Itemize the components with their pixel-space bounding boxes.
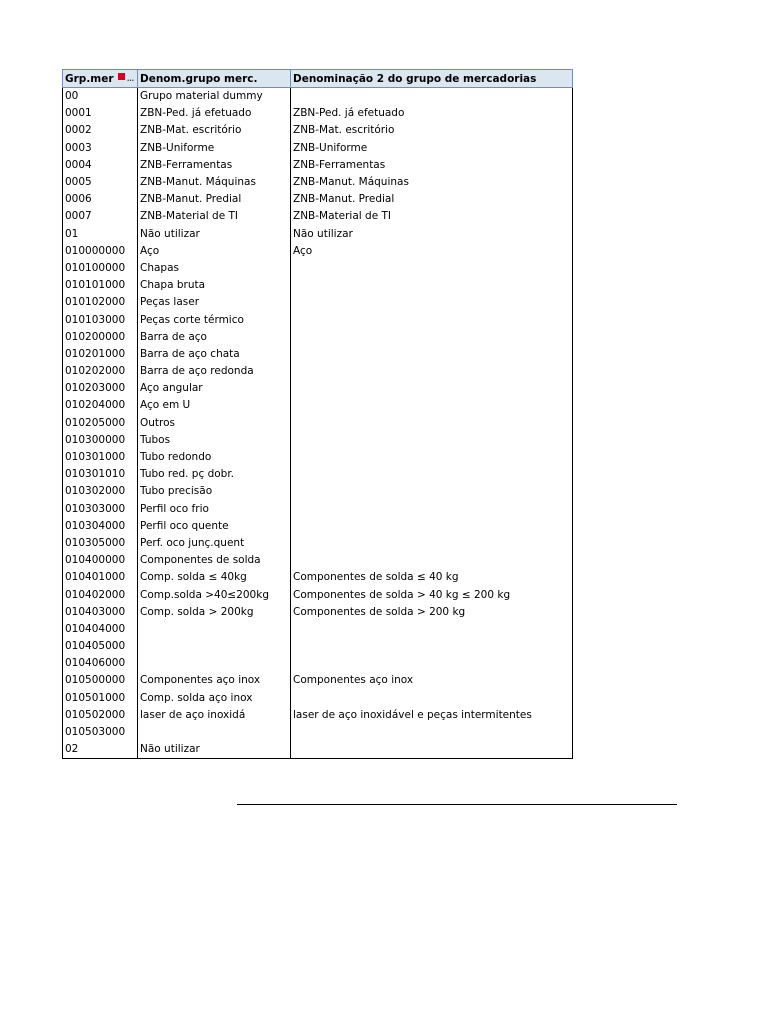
table-row <box>63 415 573 432</box>
cell-grp-mer[interactable]: 010400000 <box>63 552 138 569</box>
table-row <box>63 346 573 363</box>
header-grp-mer[interactable] <box>63 70 138 88</box>
cell-grp-mer[interactable]: 00 <box>63 88 138 106</box>
cell-grp-mer[interactable]: 010201000 <box>63 346 138 363</box>
table-row <box>63 397 573 414</box>
table-row <box>63 140 573 157</box>
cell-denominacao-2[interactable] <box>291 655 573 672</box>
cell-denom-grupo[interactable]: Perf. oco junç.quent <box>138 535 291 552</box>
cell-denominacao-2[interactable] <box>291 724 573 741</box>
cell-grp-mer[interactable]: 010102000 <box>63 294 138 311</box>
cell-denominacao-2[interactable]: laser de aço inoxidável e peças intermitentes <box>291 707 573 724</box>
cell-denominacao-2[interactable] <box>291 449 573 466</box>
cell-denominacao-2[interactable] <box>291 397 573 414</box>
cell-grp-mer[interactable]: 0005 <box>63 174 138 191</box>
cell-denom-grupo[interactable] <box>138 638 291 655</box>
cell-grp-mer[interactable]: 010304000 <box>63 518 138 535</box>
cell-denom-grupo[interactable] <box>138 724 291 741</box>
cell-denom-grupo[interactable]: Peças corte térmico <box>138 311 291 328</box>
cell-denominacao-2[interactable] <box>291 363 573 380</box>
cell-grp-mer[interactable]: 010406000 <box>63 655 138 672</box>
cell-denominacao-2[interactable]: ZNB-Ferramentas <box>291 157 573 174</box>
cell-grp-mer[interactable]: 0001 <box>63 105 138 122</box>
table-row <box>63 655 573 672</box>
cell-grp-mer[interactable]: 010101000 <box>63 277 138 294</box>
cell-denominacao-2[interactable]: Aço <box>291 243 573 260</box>
divider <box>237 804 677 805</box>
cell-grp-mer[interactable]: 010203000 <box>63 380 138 397</box>
cell-denominacao-2[interactable] <box>291 501 573 518</box>
cell-grp-mer[interactable]: 010403000 <box>63 604 138 621</box>
cell-denom-grupo[interactable]: Componentes de solda <box>138 552 291 569</box>
cell-denom-grupo[interactable]: Tubos <box>138 432 291 449</box>
cell-denominacao-2[interactable] <box>291 294 573 311</box>
header-grp-mer-label: Grp.mer <box>65 72 114 85</box>
cell-denominacao-2[interactable] <box>291 415 573 432</box>
table-row <box>63 552 573 569</box>
cell-grp-mer[interactable]: 010200000 <box>63 329 138 346</box>
cell-grp-mer[interactable]: 01 <box>63 226 138 243</box>
cell-denom-grupo[interactable]: laser de aço inoxidá <box>138 707 291 724</box>
material-group-table <box>62 69 573 759</box>
cell-grp-mer[interactable]: 010301000 <box>63 449 138 466</box>
cell-denominacao-2[interactable] <box>291 346 573 363</box>
cell-denom-grupo[interactable]: Não utilizar <box>138 741 291 759</box>
table-row <box>63 535 573 552</box>
cell-denom-grupo[interactable]: Perfil oco quente <box>138 518 291 535</box>
cell-denom-grupo[interactable]: Tubo precisão <box>138 483 291 500</box>
cell-denominacao-2[interactable] <box>291 621 573 638</box>
cell-denominacao-2[interactable]: Não utilizar <box>291 226 573 243</box>
table-row <box>63 363 573 380</box>
cell-denominacao-2[interactable]: ZNB-Mat. escritório <box>291 122 573 139</box>
table-row <box>63 466 573 483</box>
cell-grp-mer[interactable]: 010205000 <box>63 415 138 432</box>
cell-denom-grupo[interactable] <box>138 655 291 672</box>
table-row <box>63 638 573 655</box>
table-row <box>63 604 573 621</box>
table-row <box>63 226 573 243</box>
table-row <box>63 277 573 294</box>
cell-grp-mer[interactable]: 010100000 <box>63 260 138 277</box>
cell-denom-grupo[interactable]: ZNB-Uniforme <box>138 140 291 157</box>
cell-denominacao-2[interactable] <box>291 638 573 655</box>
table-row <box>63 483 573 500</box>
cell-denominacao-2[interactable] <box>291 552 573 569</box>
cell-grp-mer[interactable]: 0003 <box>63 140 138 157</box>
table-row <box>63 243 573 260</box>
table-row <box>63 208 573 225</box>
cell-grp-mer[interactable]: 010402000 <box>63 586 138 603</box>
cell-denominacao-2[interactable] <box>291 311 573 328</box>
cell-denom-grupo[interactable]: Peças laser <box>138 294 291 311</box>
cell-denom-grupo[interactable]: ZBN-Ped. já efetuado <box>138 105 291 122</box>
cell-denominacao-2[interactable]: ZNB-Manut. Máquinas <box>291 174 573 191</box>
table-row <box>63 449 573 466</box>
cell-denominacao-2[interactable]: Componentes de solda > 40 kg ≤ 200 kg <box>291 586 573 603</box>
cell-grp-mer[interactable]: 010202000 <box>63 363 138 380</box>
cell-grp-mer[interactable]: 010303000 <box>63 501 138 518</box>
cell-denom-grupo[interactable]: Comp. solda aço inox <box>138 690 291 707</box>
cell-denominacao-2[interactable] <box>291 88 573 106</box>
cell-grp-mer[interactable]: 02 <box>63 741 138 759</box>
table-row <box>63 260 573 277</box>
table-row <box>63 329 573 346</box>
cell-denom-grupo[interactable]: Não utilizar <box>138 226 291 243</box>
header-row <box>63 70 573 88</box>
cell-denom-grupo[interactable]: Chapa bruta <box>138 277 291 294</box>
table-row <box>63 518 573 535</box>
table-row <box>63 174 573 191</box>
cell-denom-grupo[interactable]: Comp.solda >40≤200kg <box>138 586 291 603</box>
table-row <box>63 672 573 689</box>
cell-denom-grupo[interactable]: Tubo red. pç dobr. <box>138 466 291 483</box>
table-row <box>63 88 573 106</box>
cell-denom-grupo[interactable]: Outros <box>138 415 291 432</box>
cell-grp-mer[interactable]: 010300000 <box>63 432 138 449</box>
cell-denom-grupo[interactable]: Componentes aço inox <box>138 672 291 689</box>
cell-grp-mer[interactable]: 0007 <box>63 208 138 225</box>
cell-denominacao-2[interactable] <box>291 690 573 707</box>
cell-grp-mer[interactable]: 010305000 <box>63 535 138 552</box>
header-denominacao-2[interactable]: Denominação 2 do grupo de mercadorias <box>291 70 573 88</box>
ellipsis-icon: … <box>127 75 134 83</box>
cell-denom-grupo[interactable]: Barra de aço redonda <box>138 363 291 380</box>
cell-denominacao-2[interactable] <box>291 329 573 346</box>
table-row <box>63 380 573 397</box>
table-body <box>63 88 573 759</box>
table-row <box>63 690 573 707</box>
cell-denom-grupo[interactable]: Perfil oco frio <box>138 501 291 518</box>
cell-grp-mer[interactable]: 010502000 <box>63 707 138 724</box>
cell-grp-mer[interactable]: 010404000 <box>63 621 138 638</box>
table-row <box>63 294 573 311</box>
cell-denom-grupo[interactable]: Aço em U <box>138 397 291 414</box>
filter-icon[interactable] <box>118 73 125 80</box>
cell-denom-grupo[interactable]: ZNB-Material de TI <box>138 208 291 225</box>
cell-denom-grupo[interactable]: Comp. solda > 200kg <box>138 604 291 621</box>
cell-denominacao-2[interactable]: Componentes de solda > 200 kg <box>291 604 573 621</box>
cell-grp-mer[interactable]: 010405000 <box>63 638 138 655</box>
cell-denominacao-2[interactable]: ZBN-Ped. já efetuado <box>291 105 573 122</box>
cell-grp-mer[interactable]: 010301010 <box>63 466 138 483</box>
table-row <box>63 122 573 139</box>
table-row <box>63 501 573 518</box>
cell-denom-grupo[interactable]: Tubo redondo <box>138 449 291 466</box>
cell-denominacao-2[interactable] <box>291 466 573 483</box>
cell-denominacao-2[interactable]: Componentes aço inox <box>291 672 573 689</box>
cell-grp-mer[interactable]: 010302000 <box>63 483 138 500</box>
cell-denominacao-2[interactable] <box>291 518 573 535</box>
cell-denom-grupo[interactable]: Barra de aço <box>138 329 291 346</box>
cell-grp-mer[interactable]: 010204000 <box>63 397 138 414</box>
table-row <box>63 157 573 174</box>
table-row <box>63 432 573 449</box>
cell-grp-mer[interactable]: 010103000 <box>63 311 138 328</box>
cell-denominacao-2[interactable] <box>291 277 573 294</box>
table-row <box>63 621 573 638</box>
table-row <box>63 586 573 603</box>
cell-denom-grupo[interactable]: ZNB-Ferramentas <box>138 157 291 174</box>
cell-grp-mer[interactable]: 010503000 <box>63 724 138 741</box>
cell-grp-mer[interactable]: 0002 <box>63 122 138 139</box>
cell-denom-grupo[interactable]: Aço <box>138 243 291 260</box>
header-denom-grupo[interactable]: Denom.grupo merc. <box>138 70 291 88</box>
cell-denom-grupo[interactable]: Chapas <box>138 260 291 277</box>
cell-denominacao-2[interactable] <box>291 380 573 397</box>
cell-grp-mer[interactable]: 0006 <box>63 191 138 208</box>
table-row <box>63 569 573 586</box>
cell-denominacao-2[interactable] <box>291 535 573 552</box>
cell-denom-grupo[interactable]: Grupo material dummy <box>138 88 291 106</box>
cell-denominacao-2[interactable] <box>291 483 573 500</box>
cell-denominacao-2[interactable]: ZNB-Material de TI <box>291 208 573 225</box>
cell-denom-grupo[interactable]: ZNB-Mat. escritório <box>138 122 291 139</box>
cell-denom-grupo[interactable]: Barra de aço chata <box>138 346 291 363</box>
table-row <box>63 191 573 208</box>
cell-grp-mer[interactable]: 010500000 <box>63 672 138 689</box>
cell-denom-grupo[interactable]: ZNB-Manut. Máquinas <box>138 174 291 191</box>
cell-denominacao-2[interactable]: Componentes de solda ≤ 40 kg <box>291 569 573 586</box>
cell-grp-mer[interactable]: 010501000 <box>63 690 138 707</box>
table-row <box>63 741 573 759</box>
cell-denominacao-2[interactable]: ZNB-Uniforme <box>291 140 573 157</box>
cell-denominacao-2[interactable] <box>291 260 573 277</box>
cell-denominacao-2[interactable] <box>291 432 573 449</box>
table-row <box>63 105 573 122</box>
cell-denom-grupo[interactable] <box>138 621 291 638</box>
table-row <box>63 707 573 724</box>
cell-denom-grupo[interactable]: Comp. solda ≤ 40kg <box>138 569 291 586</box>
cell-grp-mer[interactable]: 010000000 <box>63 243 138 260</box>
cell-grp-mer[interactable]: 010401000 <box>63 569 138 586</box>
table-row <box>63 724 573 741</box>
cell-grp-mer[interactable]: 0004 <box>63 157 138 174</box>
cell-denominacao-2[interactable] <box>291 741 573 759</box>
spreadsheet <box>62 69 572 759</box>
cell-denom-grupo[interactable]: Aço angular <box>138 380 291 397</box>
table-row <box>63 311 573 328</box>
cell-denom-grupo[interactable]: ZNB-Manut. Predial <box>138 191 291 208</box>
cell-denominacao-2[interactable]: ZNB-Manut. Predial <box>291 191 573 208</box>
